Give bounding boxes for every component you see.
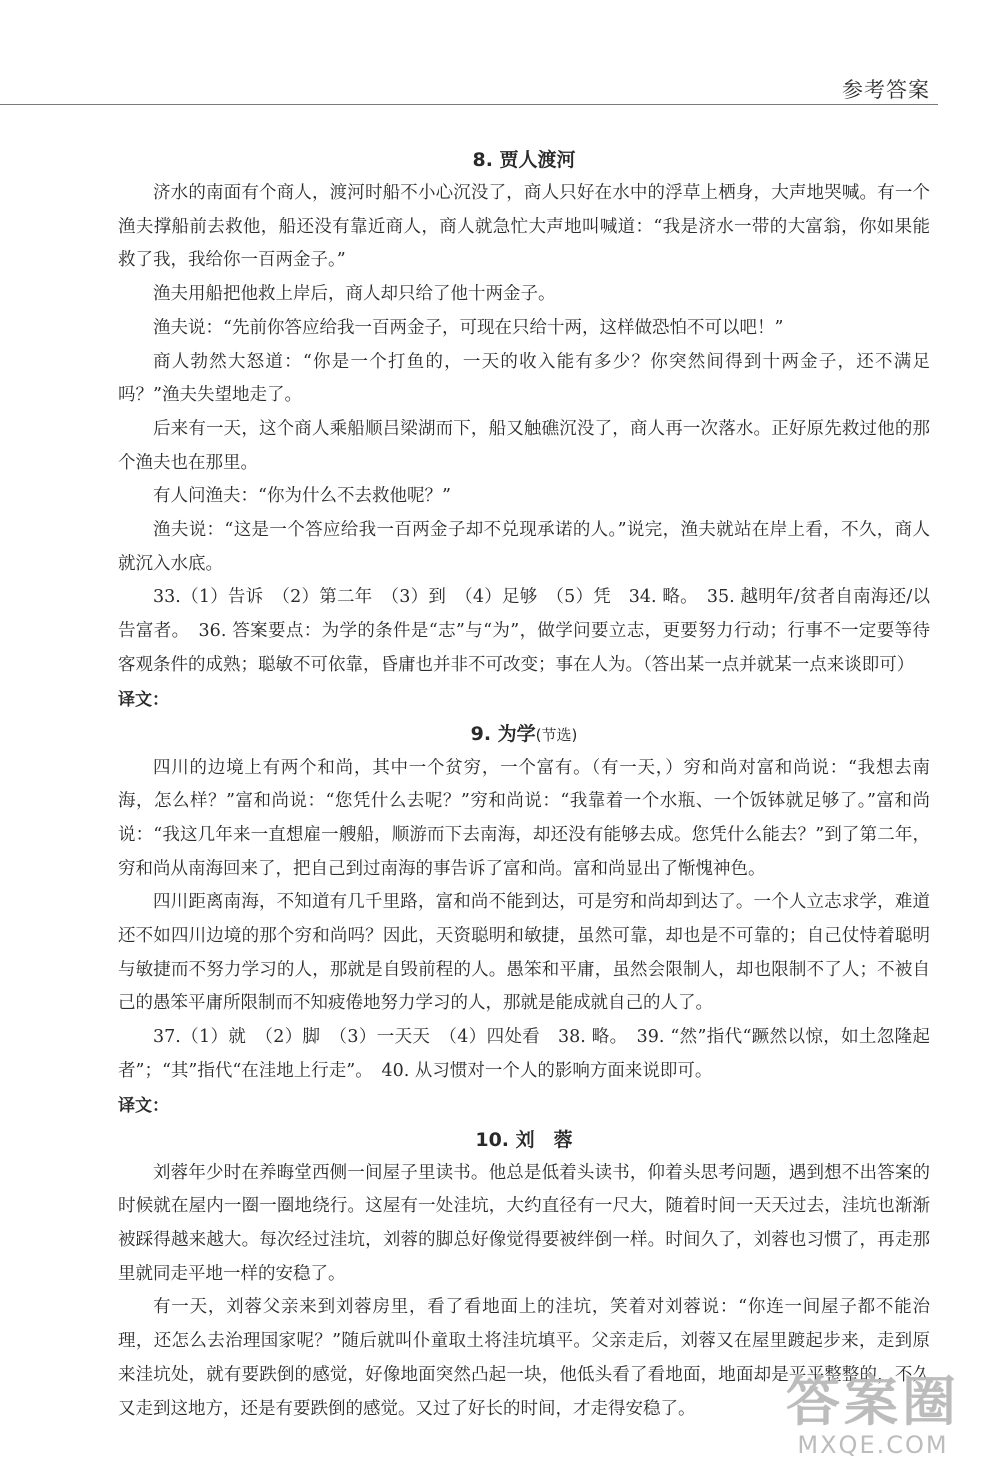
paragraph: 渔夫说：“先前你答应给我一百两金子，可现在只给十两，这样做恐怕不可以吧！” (153, 317, 784, 338)
paragraph: 后来有一天，这个商人乘船顺吕梁湖而下，船又触礁沉没了，商人再一次落水。正好原先救过他的那个渔夫也在那里。 (118, 418, 930, 473)
watermark-url: MXQE.COM (797, 1431, 949, 1459)
paragraph: 刘蓉年少时在养晦堂西侧一间屋子里读书。他总是低着头读书，仰着头思考问题，遇到想不出答案的时候就在屋内一圈一圈地绕行。这屋有一处洼坑，大约直径有一尺大，随着时间一天天过去，洼坑也渐渐被踩得越来越大。每次经过洼坑，刘蓉的脚总好像觉得要被绊倒一样。时间久了，刘蓉也习惯了，再走那里就同走平地一样的安稳了。 (118, 1162, 930, 1284)
section-title-9 (118, 717, 930, 752)
section-title-9-main: 9. 为学 (470, 722, 536, 745)
paragraph: 有一天，刘蓉父亲来到刘蓉房里，看了看地面上的洼坑，笑着对刘蓉说：“你连一间屋子都不能治理，还怎么去治理国家呢？”随后就叫仆童取土将洼坑填平。父亲走后，刘蓉又在屋里踱起步来，走到原来洼坑处，就有要跌倒的感觉，好像地面突然凸起一块，他低头看了看地面，地面却是平平整整的，不久又走到这地方，还是有要跌倒的感觉。又过了好长的时间，才走得安稳了。 (118, 1297, 930, 1419)
header-rule (0, 104, 938, 105)
watermark-logo (786, 1370, 960, 1459)
page-header-title: 参考答案 (842, 78, 930, 102)
content (118, 143, 930, 1426)
section-title-8: 8. 贾人渡河 (472, 149, 576, 171)
watermark-logo-text: 答案圈 (786, 1370, 960, 1433)
answers-33-36: 33.（1）告诉 （2）第二年 （3）到 （4）足够 （5）凭 34. 略。 35. 越明年/贫者自南海还/以告富者。 36. 答案要点：为学的条件是“志”与“为”，做学问要立志，更要努力行动；行事不一定要等待客观条件的成熟；聪敏不可依靠，昏庸也并非不可改变；事在人为。（答出某一点并就某一点来谈即可） (118, 587, 930, 675)
paragraph: 渔夫说：“这是一个答应给我一百两金子却不兑现承诺的人。”说完，渔夫就站在岸上看，不久，商人就沉入水底。 (118, 520, 930, 574)
paragraph: 渔夫用船把他救上岸后，商人却只给了他十两金子。 (153, 284, 556, 305)
section-title-9-sub: (节选) (535, 725, 578, 744)
answers-37-40: 37.（1）就 （2）脚 （3）一天天 （4）四处看 38. 略。 39. “然”指代“蹶然以惊，如土忽隆起者”；“其”指代“在洼地上行走”。 40. 从习惯对一个人的影响方面来说即可。 (118, 1027, 930, 1081)
paragraph: 商人勃然大怒道：“你是一个打鱼的，一天的收入能有多少？你突然间得到十两金子，还不满足吗？”渔夫失望地走了。 (118, 351, 930, 406)
paragraph: 有人问渔夫：“你为什么不去救他呢？” (153, 486, 451, 507)
paragraph: 四川的边境上有两个和尚，其中一个贫穷，一个富有。（有一天，）穷和尚对富和尚说：“我想去南海，怎么样？”富和尚说：“您凭什么去呢？”穷和尚说：“我靠着一个水瓶、一个饭钵就足够了。”富和尚说：“我这几年来一直想雇一艘船，顺游而下去南海，却还没有能够去成。您凭什么能去？”到了第二年，穷和尚从南海回来了，把自己到过南海的事告诉了富和尚。富和尚显出了惭愧神色。 (118, 757, 930, 879)
translation-label: 译文： (118, 1095, 169, 1116)
paragraph: 四川距离南海，不知道有几千里路，富和尚不能到达，可是穷和尚却到达了。一个人立志求学，难道还不如四川边境的那个穷和尚吗？因此，天资聪明和敏捷，虽然可靠，却也是不可靠的；自己仗恃着聪明与敏捷而不努力学习的人，那就是自毁前程的人。愚笨和平庸，虽然会限制人，却也限制不了人；不被自己的愚笨平庸所限制而不知疲倦地努力学习的人，那就是能成就自己的人了。 (118, 892, 930, 1014)
section-title-10: 10. 刘 蓉 (475, 1128, 573, 1151)
paragraph: 济水的南面有个商人，渡河时船不小心沉没了，商人只好在水中的浮草上栖身，大声地哭喊。有一个渔夫撑船前去救他，船还没有靠近商人，商人就急忙大声地叫喊道：“我是济水一带的大富翁，你如果能救了我，我给你一百两金子。” (118, 183, 930, 271)
translation-label: 译文： (118, 689, 169, 710)
